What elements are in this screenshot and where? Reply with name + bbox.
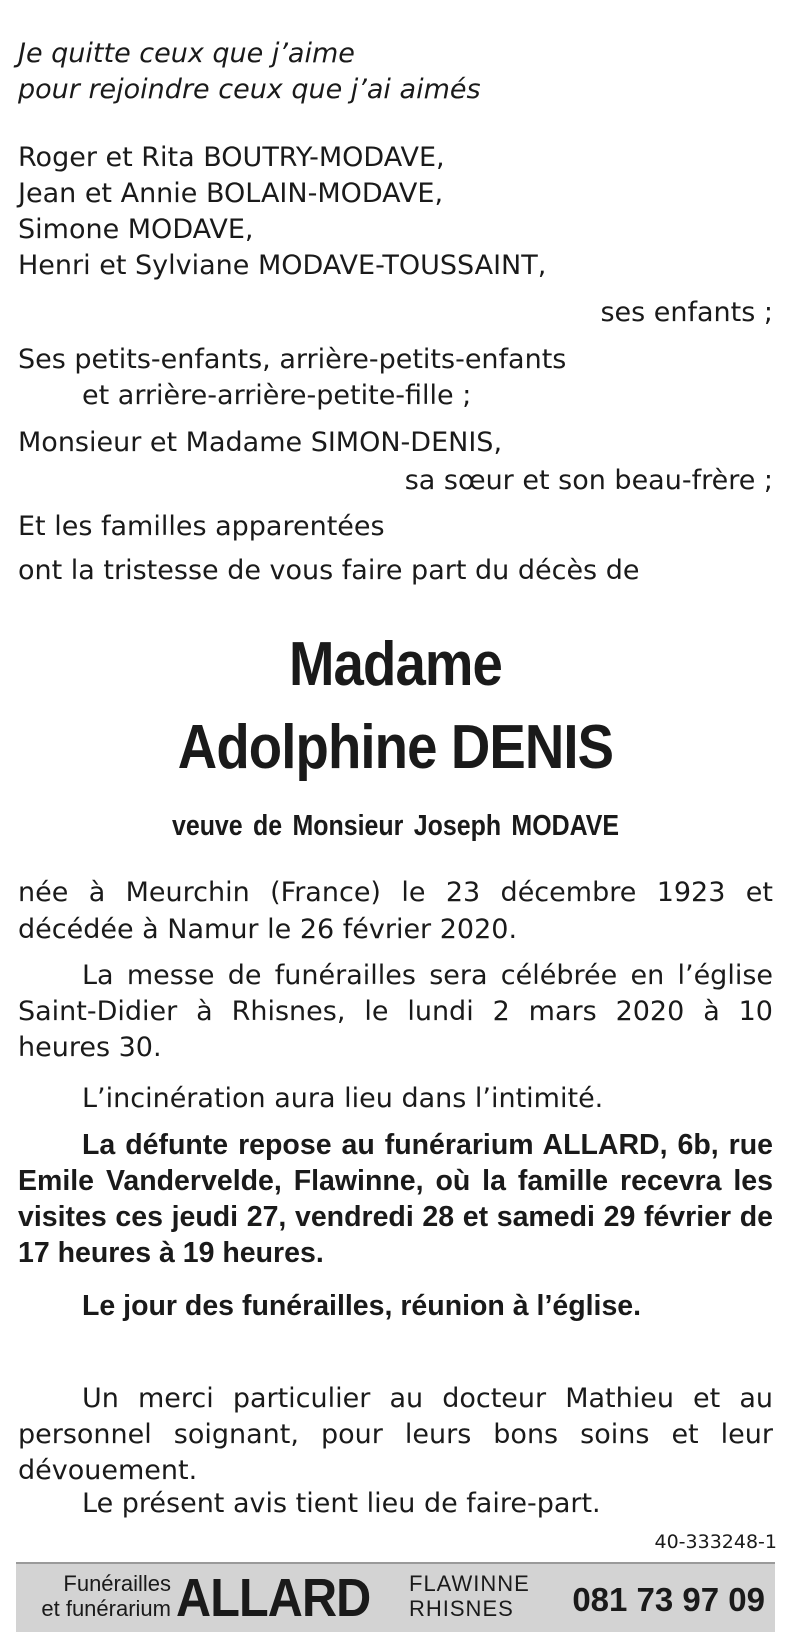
funeral-home-banner xyxy=(16,1562,775,1632)
child-name-3: Simone MODAVE, xyxy=(18,214,254,245)
epigraph-line-1: Je quitte ceux que j’aime xyxy=(18,38,355,69)
deceased-title: Madame xyxy=(288,630,503,699)
footer-phone: 081 73 97 09 xyxy=(572,1581,765,1618)
footer-label-2: et funérarium xyxy=(41,1596,171,1621)
cremation-paragraph: L’incinération aura lieu dans l’intimité. xyxy=(82,1083,604,1114)
sibling-names: Monsieur et Madame SIMON-DENIS, xyxy=(18,427,503,458)
deceased-name: Adolphine DENIS xyxy=(177,713,614,782)
reference-number: 40-333248-1 xyxy=(654,1531,777,1553)
child-name-4: Henri et Sylviane MODAVE-TOUSSAINT, xyxy=(18,250,547,281)
families-line: Et les familles apparentées xyxy=(18,511,385,542)
birth-line-2: décédée à Namur le 26 février 2020. xyxy=(18,914,518,945)
footer-town-2: RHISNES xyxy=(409,1596,514,1621)
thanks-paragraph: Un merci particulier au docteur Mathieu et au personnel soignant, pour leurs bons soins et leur dévouement. xyxy=(18,1383,773,1486)
footer-label-1: Funérailles xyxy=(63,1571,171,1596)
grandchildren-line-2: et arrière-arrière-petite-fille ; xyxy=(82,380,472,411)
grandchildren-line-1: Ses petits-enfants, arrière-petits-enfants xyxy=(18,344,567,375)
child-name-2: Jean et Annie BOLAIN-MODAVE, xyxy=(18,178,444,209)
footer-town-1: FLAWINNE xyxy=(409,1571,530,1596)
announcement-line: ont la tristesse de vous faire part du décès de xyxy=(18,555,640,586)
mass-paragraph: La messe de funérailles sera célébrée en l’église Saint-Didier à Rhisnes, le lundi 2 mars 2020 à 10 heures 30. xyxy=(18,960,773,1063)
widow-of: veuve de Monsieur Joseph MODAVE xyxy=(171,810,620,842)
children-label: ses enfants ; xyxy=(600,297,773,328)
repose-paragraph: La défunte repose au funérarium ALLARD, 6b, rue Emile Vandervelde, Flawinne, où la famille recevra les visites ces jeudi 27, vendredi 28 et samedi 29 février de 17 heures à 19 heures. xyxy=(18,1129,773,1269)
birth-line-1: née à Meurchin (France) le 23 décembre 1923 et xyxy=(18,877,773,908)
epigraph-line-2: pour rejoindre ceux que j’ai aimés xyxy=(18,74,481,105)
meeting-paragraph: Le jour des funérailles, réunion à l’église. xyxy=(82,1290,642,1322)
sibling-label: sa sœur et son beau-frère ; xyxy=(404,465,773,496)
child-name-1: Roger et Rita BOUTRY-MODAVE, xyxy=(18,142,445,173)
footer-brand: ALLARD xyxy=(176,1568,371,1628)
notice-paragraph: Le présent avis tient lieu de faire-part. xyxy=(82,1488,601,1519)
